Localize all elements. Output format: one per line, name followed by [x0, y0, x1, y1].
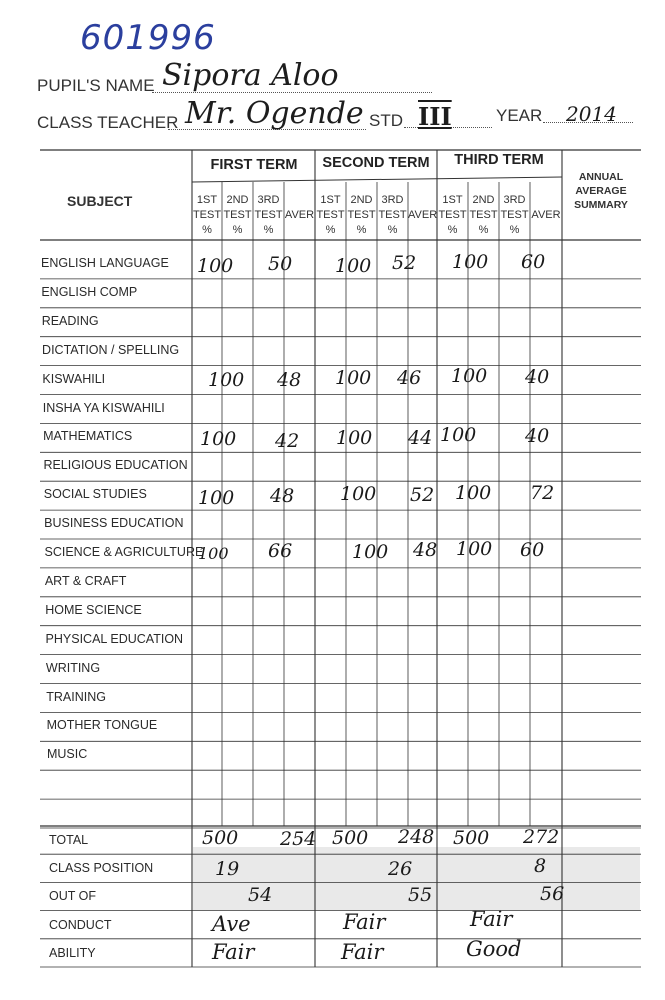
- subcol-head-line: TEST: [254, 209, 283, 221]
- footer-row-label: ABILITY: [49, 945, 96, 960]
- mark-social-t3-test1: 100: [455, 482, 492, 504]
- mark-conduct-t1: Ave: [212, 912, 251, 936]
- mark-kiswahili-t2-test1: 100: [335, 367, 372, 389]
- subcol-head-line: TEST: [223, 209, 252, 221]
- subcol-head-line: AVER: [531, 209, 561, 221]
- subject-label: HOME SCIENCE: [45, 602, 142, 617]
- subcol-head-term3-0: [437, 193, 468, 238]
- std-value: III: [418, 102, 452, 131]
- subcol-head-line: AVER: [284, 209, 315, 221]
- mark-english-t1-test1: 100: [197, 255, 234, 277]
- mark-ability-t2: Fair: [341, 940, 384, 964]
- mark-science-t1-test1: 100: [198, 544, 229, 563]
- subject-label: ENGLISH COMP: [41, 284, 138, 299]
- subject-label: WRITING: [45, 660, 101, 675]
- mark-total-t1-test1: 500: [202, 827, 239, 849]
- mark-social-t1-test3: 48: [270, 485, 295, 507]
- footer-row-label: CONDUCT: [49, 917, 112, 932]
- subcol-head-line: 1ST: [196, 194, 218, 206]
- subcol-head-line: 1ST: [320, 194, 341, 206]
- mark-conduct-t2: Fair: [343, 910, 386, 934]
- subject-label: MUSIC: [46, 747, 88, 762]
- subcol-head-line: %: [263, 224, 274, 236]
- mark-maths-t3-test1: 100: [440, 424, 477, 446]
- term-header-first: FIRST TERM: [210, 157, 298, 173]
- subcol-head-line: %: [387, 224, 398, 236]
- summary-header-line-3: SUMMARY: [574, 199, 628, 211]
- subcol-head-term1-0: [192, 193, 222, 238]
- pupil-name-label: PUPIL'S NAME: [37, 76, 155, 95]
- pupil-name-value: Sipora Aloo: [162, 58, 339, 93]
- subcol-head-line: TEST: [500, 209, 529, 221]
- footer-row-label: OUT OF: [49, 889, 96, 904]
- subcol-head-line: AVER: [408, 209, 438, 221]
- class-teacher-value: Mr. Ogende: [185, 96, 364, 131]
- mark-outof-t1: 54: [248, 884, 273, 906]
- summary-header-line-2: AVERAGE: [575, 185, 627, 197]
- subject-label: DICTATION / SPELLING: [42, 342, 180, 357]
- serial-number: 601996: [80, 18, 216, 58]
- subcol-head-term2-2: [377, 193, 408, 238]
- subject-label: PHYSICAL EDUCATION: [45, 631, 184, 646]
- mark-ability-t1: Fair: [212, 940, 255, 964]
- mark-maths-t2-test3: 44: [408, 427, 433, 449]
- subcol-head-term2-3: [408, 208, 437, 223]
- subcol-head-line: %: [356, 224, 367, 236]
- mark-position-t1: 19: [215, 858, 240, 880]
- subcol-head-line: 3RD: [381, 194, 404, 206]
- mark-maths-t1-test3: 42: [275, 430, 300, 452]
- mark-total-t3-test3: 272: [523, 826, 560, 848]
- subject-label: RELIGIOUS EDUCATION: [43, 458, 188, 473]
- mark-position-t2: 26: [388, 858, 413, 880]
- subcol-head-term1-1: [222, 193, 253, 238]
- subject-label: READING: [41, 313, 99, 328]
- subject-label: BUSINESS EDUCATION: [44, 516, 184, 531]
- class-teacher-label: CLASS TEACHER: [37, 113, 179, 132]
- mark-outof-t2: 55: [408, 884, 433, 906]
- subcol-head-term2-1: [346, 193, 377, 238]
- subject-label: ENGLISH LANGUAGE: [41, 256, 169, 270]
- subject-header: SUBJECT: [67, 193, 133, 209]
- subcol-head-term2-0: [315, 193, 346, 238]
- subject-label: ART & CRAFT: [44, 573, 127, 588]
- subcol-head-line: 2ND: [350, 194, 373, 206]
- subcol-head-line: 2ND: [472, 194, 495, 206]
- mark-kiswahili-t1-test3: 48: [277, 369, 302, 391]
- mark-english-t2-test1: 100: [335, 255, 372, 277]
- subcol-head-line: TEST: [378, 209, 407, 221]
- subcol-head-line: %: [478, 224, 489, 236]
- mark-social-t3-test3: 72: [530, 482, 555, 504]
- mark-science-t3-test1: 100: [456, 538, 493, 560]
- mark-total-t3-test1: 500: [453, 827, 490, 849]
- mark-kiswahili-t3-test3: 40: [525, 366, 550, 388]
- subcol-head-term1-3: [284, 208, 315, 223]
- mark-kiswahili-t3-test1: 100: [451, 365, 488, 387]
- subcol-head-line: %: [447, 224, 458, 236]
- mark-maths-t3-test3: 40: [525, 425, 550, 447]
- mark-science-t1-test3: 66: [268, 540, 293, 562]
- subcol-head-line: 3RD: [257, 194, 280, 206]
- subcol-head-line: 2ND: [226, 194, 249, 206]
- subcol-head-line: TEST: [316, 209, 345, 221]
- subcol-head-line: 3RD: [503, 194, 526, 206]
- term-header-second: SECOND TERM: [322, 155, 430, 171]
- mark-ability-t3: Good: [466, 937, 522, 961]
- subcol-head-term1-2: [253, 193, 284, 238]
- subject-label: SOCIAL STUDIES: [43, 487, 147, 502]
- mark-english-t1-test3: 50: [268, 253, 293, 275]
- mark-english-t2-test3: 52: [392, 252, 417, 274]
- mark-total-t2-test1: 500: [332, 827, 369, 849]
- mark-social-t1-test1: 100: [198, 487, 235, 509]
- subject-label: SCIENCE & AGRICULTURE: [44, 545, 204, 559]
- term-header-third: THIRD TERM: [454, 152, 544, 168]
- subcol-head-term3-3: [530, 208, 562, 223]
- subcol-head-line: TEST: [347, 209, 376, 221]
- summary-header-line-1: ANNUAL: [578, 171, 624, 183]
- mark-conduct-t3: Fair: [470, 907, 513, 931]
- subcol-head-line: 1ST: [442, 194, 463, 206]
- mark-social-t2-test1: 100: [340, 483, 377, 505]
- annual-average-summary-header: [563, 170, 639, 212]
- mark-position-t3: 8: [534, 855, 547, 877]
- mark-english-t3-test3: 60: [521, 251, 546, 273]
- mark-kiswahili-t2-test3: 46: [397, 367, 422, 389]
- subcol-head-term3-1: [468, 193, 499, 238]
- subcol-head-line: %: [509, 224, 520, 236]
- subject-label: INSHA YA KISWAHILI: [42, 400, 165, 415]
- mark-maths-t1-test1: 100: [200, 428, 237, 450]
- subcol-head-line: TEST: [469, 209, 498, 221]
- subject-label: MATHEMATICS: [43, 429, 133, 444]
- subject-label: KISWAHILI: [42, 371, 106, 386]
- subject-label: TRAINING: [46, 689, 106, 704]
- std-label: STD: [369, 111, 403, 130]
- mark-science-t3-test3: 60: [520, 539, 545, 561]
- mark-kiswahili-t1-test1: 100: [208, 369, 245, 391]
- subcol-head-line: TEST: [438, 209, 467, 221]
- footer-row-label: TOTAL: [49, 833, 89, 847]
- subject-label: MOTHER TONGUE: [46, 718, 158, 733]
- subcol-head-line: %: [325, 224, 336, 236]
- mark-social-t2-test3: 52: [410, 484, 435, 506]
- mark-maths-t2-test1: 100: [336, 427, 373, 449]
- mark-science-t2-test1: 100: [352, 541, 389, 563]
- subcol-head-term3-2: [499, 193, 530, 238]
- grid-term-underline: [192, 177, 562, 182]
- mark-science-t2-test3: 48: [413, 539, 438, 561]
- mark-total-t1-aver: 254: [280, 828, 317, 850]
- year-label: YEAR: [496, 106, 543, 125]
- subcol-head-line: %: [202, 224, 212, 236]
- mark-total-t2-test3: 248: [398, 826, 435, 848]
- subcol-head-line: %: [232, 224, 243, 236]
- footer-row-label: CLASS POSITION: [49, 861, 154, 876]
- mark-outof-t3: 56: [540, 883, 565, 905]
- year-value: 2014: [566, 102, 617, 126]
- subcol-head-line: TEST: [192, 209, 222, 221]
- mark-english-t3-test1: 100: [452, 251, 489, 273]
